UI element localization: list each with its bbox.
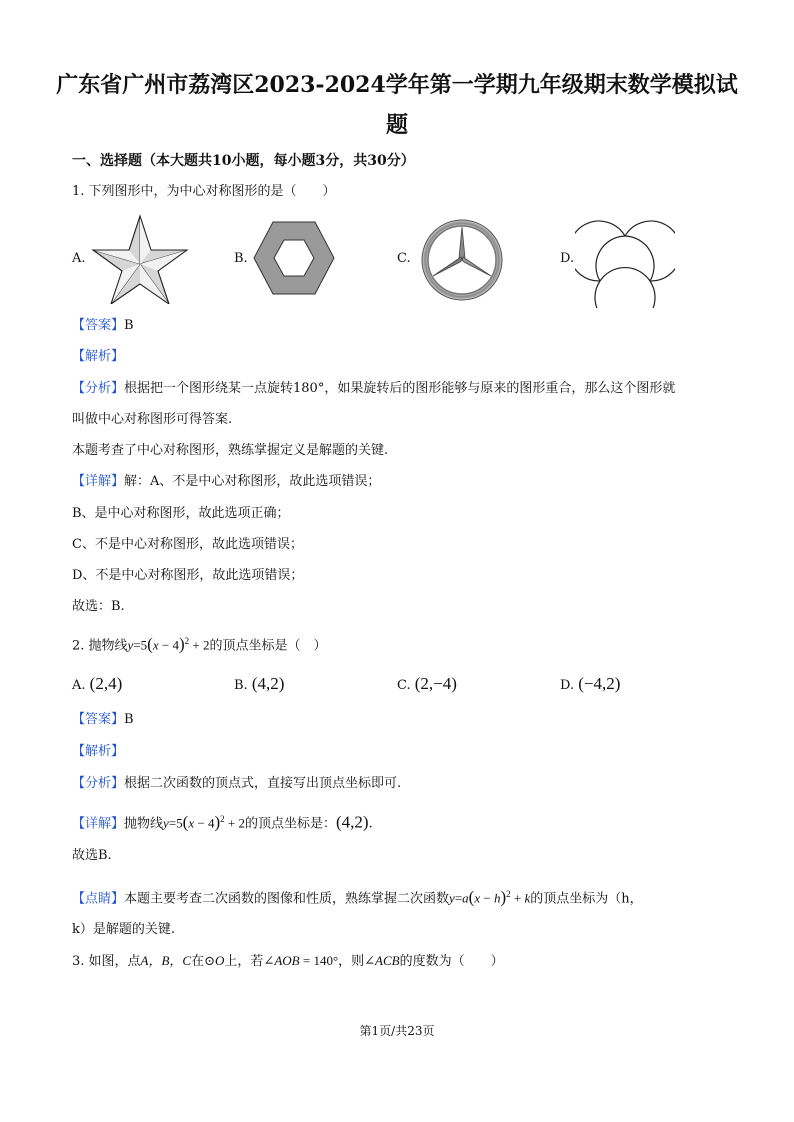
q1-fenxi-line2: 叫做中心对称图形可得答案. [72, 412, 233, 427]
expr-y: y [127, 637, 134, 653]
detail-tag: 【详解】 [72, 474, 125, 489]
q2-stem [72, 632, 732, 655]
dj-square: 2 [506, 889, 511, 899]
q1-note: 本题考查了中心对称图形，熟练掌握定义是解题的关键. [72, 443, 389, 458]
expr-plus-2: + 2 [224, 815, 245, 831]
dj-minus: − [480, 890, 494, 906]
q2-option-b [234, 675, 284, 695]
q1-detail-line2: B、是中心对称图形，故此选项正确； [72, 506, 290, 521]
option-label: C. [397, 678, 411, 693]
q3-angle-aob: ∠AOB [263, 953, 300, 968]
expr-square: 2 [184, 636, 190, 646]
section-heading: 一、选择题（本大题共10小题，每小题3分，共30分） [72, 153, 415, 169]
three-pointed-star-logo-figure [420, 218, 504, 302]
star-figure [90, 214, 190, 304]
page-title: 广东省广州市荔湾区2023-2024学年第一学期九年级期末数学模拟试 [56, 72, 738, 98]
expr-x: x [188, 815, 195, 831]
q3-stem [72, 952, 732, 971]
q1-analysis-tag: 【解析】 [72, 349, 125, 364]
dj-lparen: ( [468, 887, 475, 907]
q2-detail [72, 810, 732, 833]
q2-fenxi [72, 775, 732, 793]
answer-value: B [124, 318, 134, 333]
dj-eq: = [454, 890, 463, 906]
option-label: A. [72, 678, 86, 693]
page-footer: 第1页/共23页 [359, 1024, 435, 1038]
circle-symbol: ⊙ [204, 954, 216, 969]
q2-dianjing-line1 [72, 885, 732, 908]
dianjing-text: 本题主要考查二次函数的图像和性质，熟练掌握二次函数 [124, 891, 450, 907]
q2-dianjing-line2: k）是解题的关键. [72, 922, 176, 937]
dj-y: y [449, 890, 455, 906]
expr-minus-4: − 4 [194, 815, 215, 831]
q2-answer [72, 711, 732, 729]
q3-points: A，B，C [140, 953, 192, 968]
q3-center-o: O [215, 953, 225, 968]
dianjing-text-end: 的顶点坐标为（h， [530, 891, 643, 907]
q1-conclusion: 故选：B. [72, 599, 125, 614]
q3-stem-c: 上，若 [224, 954, 264, 969]
expr-x: x [152, 637, 159, 653]
q1-option-d-label: D. [560, 251, 575, 266]
expr-square: 2 [220, 814, 225, 824]
detail-end: . [368, 816, 373, 832]
answer-value: B [124, 712, 134, 727]
q2-analysis-tag: 【解析】 [72, 744, 125, 759]
q2-option-d [560, 675, 620, 695]
expr-rparen: ) [214, 812, 221, 832]
q3-stem-d: = 140°，则 [299, 953, 365, 968]
detail-suffix: 的顶点坐标是： [244, 816, 336, 832]
q1-option-a-label: A. [72, 251, 86, 266]
q2-option-a [72, 675, 122, 695]
dj-k: k [524, 890, 531, 906]
q2-option-c [397, 675, 457, 695]
fenxi-tag: 【分析】 [72, 776, 125, 791]
q1-detail-line3: C、不是中心对称图形，故此选项错误； [72, 537, 303, 552]
q3-stem-b: 在 [191, 954, 205, 969]
expr-rparen: ) [178, 634, 185, 654]
expr-lparen: ( [147, 634, 153, 654]
dj-h: h [493, 890, 501, 906]
expr-plus-2: + 2 [189, 637, 210, 653]
dj-a: a [462, 890, 469, 906]
option-value: (4,2) [251, 674, 285, 693]
q1-stem: 1. 下列图形中，为中心对称图形的是（ ） [72, 184, 336, 199]
option-label: D. [560, 678, 575, 693]
q1-answer [72, 317, 732, 335]
dj-x: x [474, 890, 481, 906]
expr-minus-4: − 4 [158, 637, 179, 653]
fenxi-text: 根据把一个图形绕某一点旋转180°，如果旋转后的图形能够与原来的图形重合，那么这个图形就 [124, 381, 676, 396]
expr-eq: =5 [168, 815, 183, 831]
q3-stem-e: 的度数为（ ） [399, 954, 504, 969]
q2-conclusion: 故选B. [72, 848, 112, 863]
option-value: (2,4) [89, 674, 123, 693]
q1-detail-line1 [72, 473, 732, 491]
expr-y: y [163, 815, 169, 831]
expr-eq: =5 [133, 637, 148, 653]
answer-tag: 【答案】 [72, 712, 125, 727]
q2-stem-prefix: 2. 抛物线 [72, 638, 128, 654]
page-title-continued: 题 [385, 112, 408, 138]
dianjing-tag: 【点睛】 [72, 891, 125, 907]
q1-fenxi-line1 [72, 380, 732, 398]
fenxi-text: 根据二次函数的顶点式，直接写出顶点坐标即可. [124, 776, 402, 791]
hexagon-figure [252, 220, 336, 296]
q1-detail-line4: D、不是中心对称图形，故此选项错误； [72, 568, 304, 583]
q2-stem-suffix: 的顶点坐标是（ ） [209, 638, 327, 654]
detail-prefix: 抛物线 [124, 816, 164, 832]
answer-tag: 【答案】 [72, 318, 125, 333]
dj-plus: + [510, 890, 525, 906]
fenxi-tag: 【分析】 [72, 381, 125, 396]
q1-option-c-label: C. [397, 251, 411, 266]
detail-value: (4,2) [335, 812, 369, 832]
option-label: B. [234, 678, 248, 693]
expr-lparen: ( [182, 812, 189, 832]
q3-stem-a: 3. 如图，点 [72, 954, 141, 969]
q3-angle-acb: ∠ACB [364, 953, 400, 968]
option-value: (−4,2) [578, 674, 621, 693]
detail-text: 解：A、不是中心对称图形，故此选项错误； [124, 474, 381, 489]
detail-tag: 【详解】 [72, 816, 125, 832]
option-value: (2,−4) [414, 674, 457, 693]
dj-rparen: ) [500, 887, 507, 907]
trefoil-circles-figure [575, 214, 675, 308]
q1-option-b-label: B. [234, 251, 248, 266]
